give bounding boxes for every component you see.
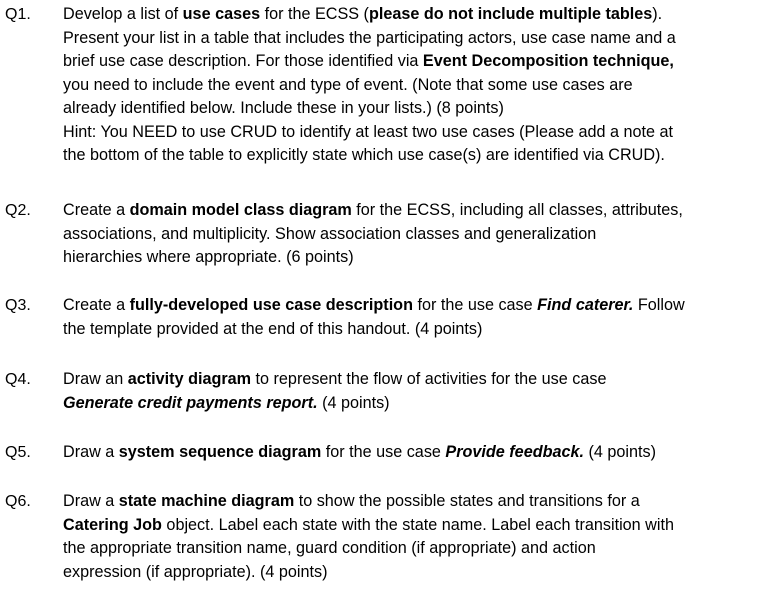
question-line [63,144,757,168]
question-line [63,490,757,514]
text-run: you need to include the event and type of event. (Note that some use cases are [63,75,633,94]
emphasis-text [537,296,633,314]
question-line [63,514,757,538]
text-run: Hint: You NEED to use CRUD to identify at least two use cases (Please add a note at [63,122,674,141]
question-text [63,294,757,341]
question-line [63,199,757,223]
text-run: the template provided at the end of this handout. (4 points) [63,319,483,338]
bold-text: domain model class diagram [129,201,352,219]
text-run: ). [652,5,663,23]
text-run: (4 points) [583,443,656,461]
question-number: Q1. [5,6,31,23]
bold-text: activity diagram [127,370,252,388]
question-line [63,392,757,416]
text-run: associations, and multiplicity. Show association classes and generalization [63,224,597,243]
bold-text: use cases [182,5,261,23]
question-text [63,368,757,415]
question-line [63,74,757,98]
text-run: object. Label each state with the state name. Label each transition with [161,515,674,534]
text-run: for the use case [412,296,538,314]
text-run: (4 points) [317,393,390,412]
question-line [63,50,757,74]
question-line [63,223,757,247]
question-line [63,318,757,342]
text-run: to show the possible states and transitions for a [294,492,640,510]
text-run: for the ECSS ( [260,5,369,23]
question-line [63,368,757,392]
text-run: Create a [63,201,130,219]
text-run: Develop a list of [63,5,183,23]
text-run: Draw an [63,370,128,388]
question-line [63,441,757,465]
bold-text: Catering Job [63,515,162,534]
text-run: for the ECSS, including all classes, attributes, [351,201,683,219]
question-text [63,441,757,465]
question-line [63,3,757,27]
question-line [63,294,757,318]
question-line [63,246,757,270]
text-run: Create a [63,296,130,314]
text-run: the appropriate transition name, guard condition (if appropriate) and action [63,539,596,557]
question-number: Q4. [5,371,31,388]
bold-text: fully-developed use case description [129,296,413,314]
question-number: Q3. [5,297,31,314]
bold-text: please do not include multiple tables [368,5,653,23]
text-run: already identified below. Include these in your lists.) (8 points) [63,99,504,117]
bold-text: system sequence diagram [118,443,322,461]
question-line [63,97,757,121]
text-run: to represent the flow of activities for the use case [251,370,607,388]
question-line [63,27,757,51]
question-line [63,561,757,585]
text-run: hierarchies where appropriate. (6 points) [63,248,354,266]
question-number: Q2. [5,202,31,219]
question-text [63,199,757,270]
emphasis-text: Generate credit payments report. [63,393,318,412]
question-number: Q5. [5,444,31,461]
text-run: brief use case description. For those identified via [63,52,423,70]
question-line [63,121,757,145]
emphasis-text: Find caterer. [537,296,634,314]
text-run: Draw a [63,492,119,510]
question-text [63,3,757,168]
text-run: for the use case [321,443,446,461]
question-number: Q6. [5,493,31,510]
bold-text: Event Decomposition technique, [422,52,674,70]
question-text [63,490,757,584]
text-run: the bottom of the table to explicitly state which use case(s) are identified via CRUD). [63,146,665,164]
text-run: Draw a [63,443,119,461]
bold-text: state machine diagram [118,492,295,510]
emphasis-text [445,443,584,461]
question-line [63,537,757,561]
emphasis-text: Provide feedback. [445,443,584,461]
text-run: Follow [633,296,685,314]
text-run: Present your list in a table that includes the participating actors, use case name and a [63,28,676,47]
text-run: expression (if appropriate). (4 points) [63,562,328,581]
emphasis-text [63,394,318,412]
